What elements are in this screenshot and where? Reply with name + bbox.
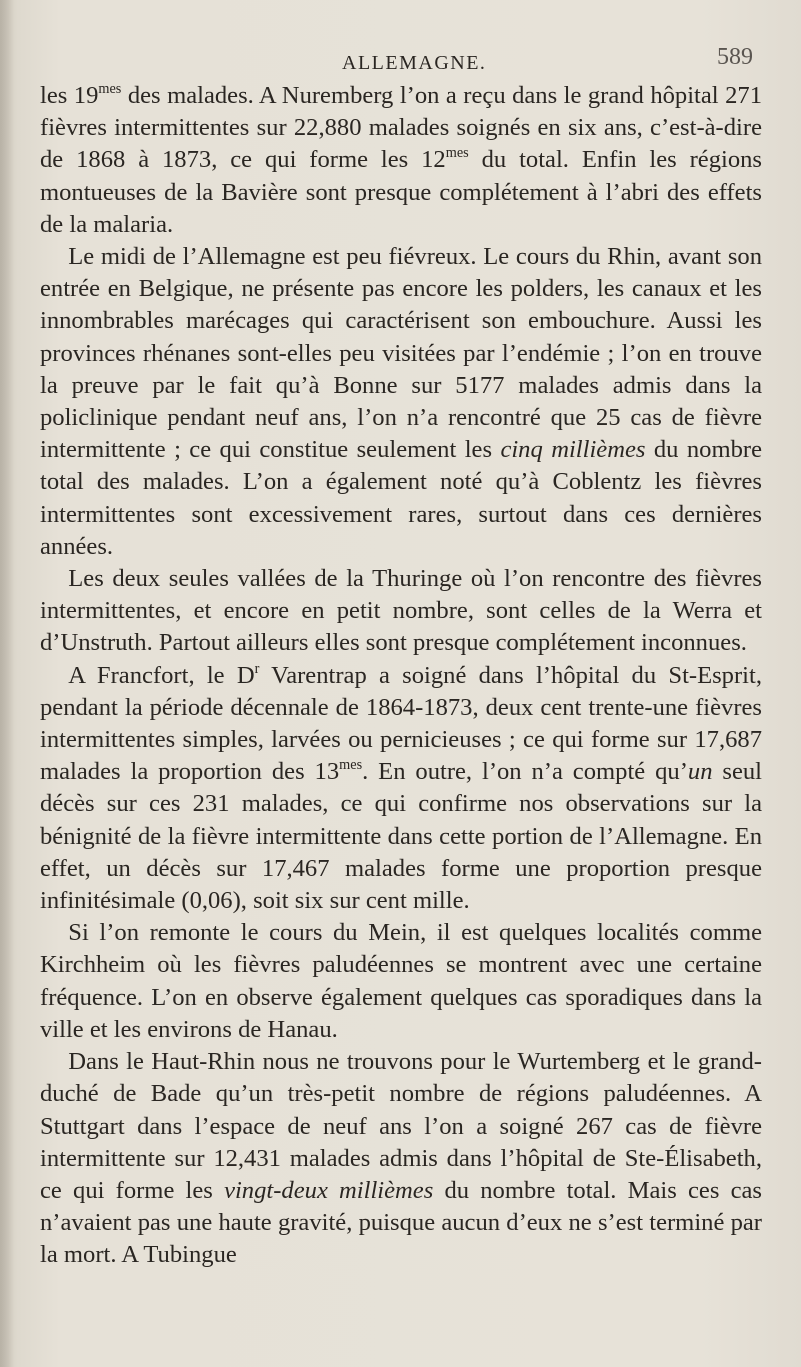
running-head [0, 44, 801, 80]
binding-shadow [0, 0, 14, 1367]
text-run: du total. Enfin les régions montueuses de la Bavière sont presque complétement à l’abri des effets de la malaria. [40, 146, 763, 238]
text-run: Les deux seules vallées de la Thuringe où l’on rencontre des fièvres intermittentes, et encore en petit nombre, sont celles de la Werra et d’Unstruth. Partout ailleurs elles sont presque complétement inconnues. [40, 565, 762, 657]
paragraph [40, 1046, 762, 1271]
page-number: 589 [717, 44, 753, 70]
text-run: des malades. A Nuremberg l’on a reçu dans le grand hôpital 271 fièvres intermittentes sur 22,880 malades soignés en six ans, c’est-à-dire de 1868 à 1873, ce qui forme les 12 [40, 82, 762, 174]
paragraph [40, 660, 762, 918]
superscript: mes [98, 81, 122, 98]
text-run: Si l’on remonte le cours du Mein, il est quelques localités comme Kirchheim où les fièvres paludéennes se montrent avec une certaine fréquence. L’on en observe également quelques cas sporadiques dans la ville et les environs de Hanau. [40, 919, 762, 1043]
text-run: A Francfort, le D [68, 661, 255, 689]
superscript: mes [339, 757, 363, 774]
paragraph [40, 563, 762, 660]
body-text [40, 80, 762, 1272]
paragraph [40, 241, 762, 563]
paragraph [40, 917, 762, 1046]
text-run: les 19 [40, 82, 99, 109]
text-run: Dans le Haut-Rhin nous ne trouvons pour le Wurtemberg et le grand-duché de Bade qu’un très-petit nombre de régions paludéennes. A Stuttgart dans l’espace de neuf ans l’on a soigné 267 cas de fièvre intermittente sur 12,431 malades admis dans l’hôpital de Ste-Élisabeth, ce qui forme les [40, 1048, 762, 1204]
text-run: . En outre, l’on n’a compté qu’ [362, 758, 688, 786]
italic-text: cinq millièmes [500, 436, 646, 464]
superscript: r [254, 660, 260, 677]
text-run: Varentrap a soigné dans l’hôpital du St-Esprit, pendant la période décennale de 1864-1873, deux cent trente-une fièvres intermittentes simples, larvées ou pernicieuses ; ce qui forme sur 17,687 malades la proportion des 13 [40, 661, 762, 786]
running-title: ALLEMAGNE. [342, 52, 487, 74]
text-run: seul décès sur ces 231 malades, ce qui confirme nos observations sur la bénignité de la fièvre intermittente dans cette portion de l’Allemagne. En effet, un décès sur 17,467 malades forme une proportion presque infinitésimale (0,06), soit six sur cent mille. [40, 758, 763, 915]
italic-text: vingt-deux millièmes [224, 1176, 434, 1204]
text-run: du nombre total. Mais ces cas n’avaient pas une haute gravité, puisque aucun d’eux ne s’est terminé par la mort. A Tubingue [40, 1176, 762, 1269]
superscript: mes [445, 145, 469, 162]
paragraph [40, 80, 762, 241]
text-run: du nombre total des malades. L’on a également noté qu’à Coblentz les fièvres intermittentes sont excessivement rares, surtout dans ces dernières années. [40, 436, 762, 560]
text-run: Le midi de l’Allemagne est peu fiévreux. Le cours du Rhin, avant son entrée en Belgique, ne présente pas encore les polders, les canaux et les innombrables marécages qui caractérisent son embouchure. Aussi les provinces rhénanes sont-elles peu visitées par l’endémie ; l’on en trouve la preuve par le fait qu’à Bonne sur 5177 malades admis dans la policlinique pendant neuf ans, l’on n’a rencontré que 25 cas de fièvre intermittente ; ce qui constitue seulement les [40, 243, 762, 464]
italic-text: un [687, 758, 713, 786]
